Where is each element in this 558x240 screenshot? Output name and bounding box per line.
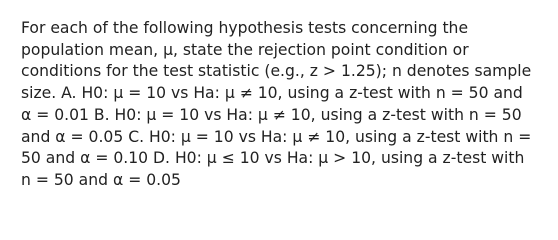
question-line: α = 0.01 B. H0: μ = 10 vs Ha: μ ≠ 10, using a z-test with n = 50 — [21, 105, 522, 124]
question-line: For each of the following hypothesis tests concerning the — [21, 19, 469, 37]
question-line: size. A. H0: μ = 10 vs Ha: μ ≠ 10, using a z-test with n = 50 and — [21, 84, 523, 103]
question-line: n = 50 and α = 0.05 — [21, 170, 181, 189]
question-line: population mean, μ, state the rejection point condition or — [21, 40, 469, 59]
question-line: conditions for the test statistic (e.g., z > 1.25); n denotes sample — [21, 62, 532, 81]
question-line: 50 and α = 0.10 D. H0: μ ≤ 10 vs Ha: μ > 10, using a z-test with — [21, 149, 525, 168]
question-line: and α = 0.05 C. H0: μ = 10 vs Ha: μ ≠ 10, using a z-test with n = — [21, 127, 532, 146]
question-text-block — [21, 18, 541, 192]
